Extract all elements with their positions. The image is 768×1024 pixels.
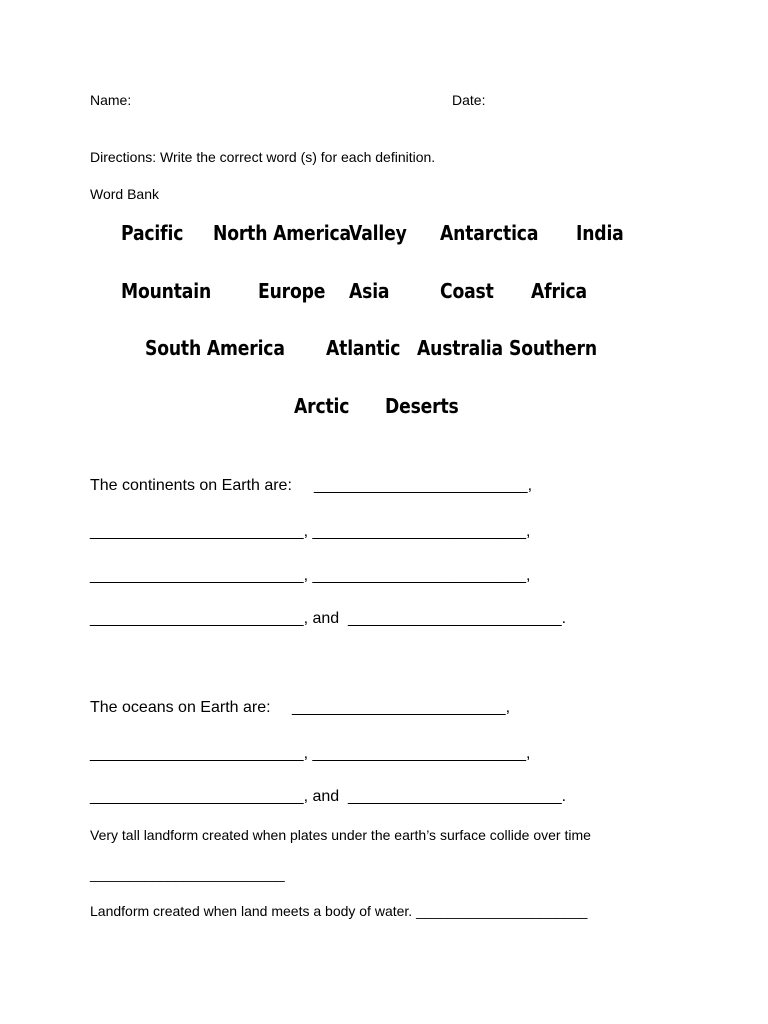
word-bank-word: Atlantic <box>326 336 401 360</box>
continents-prompt: The continents on Earth are: <box>90 477 292 494</box>
question-coast-text: Landform created when land meets a body of water. <box>90 903 417 919</box>
word-bank-word: Africa <box>531 279 587 303</box>
answer-blank[interactable]: _________________________ <box>90 866 285 882</box>
answer-blank-line[interactable]: ________________________, ________________________, <box>90 745 531 762</box>
answer-blank-line[interactable]: ________________________, ________________________, <box>90 523 531 540</box>
word-bank-word: South America <box>145 336 285 360</box>
word-bank-word: Deserts <box>385 394 459 418</box>
oceans-prompt: The oceans on Earth are: <box>90 699 271 716</box>
question-mountain: Very tall landform created when plates under the earth’s surface collide over time <box>90 827 591 843</box>
answer-blank[interactable]: ________________________, <box>314 477 533 494</box>
answer-blank-line[interactable]: ________________________, ________________________, <box>90 567 531 584</box>
name-label: Name: <box>90 92 132 108</box>
answer-blank-line[interactable]: ________________________, and ________________________. <box>90 788 567 805</box>
answer-blank[interactable]: ______________________ <box>416 903 588 919</box>
word-bank-word: North America <box>213 221 352 245</box>
word-bank-word: Valley <box>349 221 407 245</box>
word-bank-word: Asia <box>349 279 390 303</box>
word-bank-word: Europe <box>258 279 326 303</box>
word-bank-word: Southern <box>509 336 597 360</box>
question-coast <box>90 903 587 919</box>
word-bank-word: Australia <box>417 336 503 360</box>
word-bank-word: Antarctica <box>440 221 539 245</box>
word-bank-word: Pacific <box>121 221 184 245</box>
word-bank-word: Arctic <box>294 394 350 418</box>
word-bank-title: Word Bank <box>90 186 159 202</box>
word-bank-word: India <box>576 221 624 245</box>
word-bank-word: Coast <box>440 279 494 303</box>
answer-blank[interactable]: ________________________, <box>292 699 511 716</box>
directions-text: Directions: Write the correct word (s) for each definition. <box>90 149 436 165</box>
answer-blank-line[interactable]: ________________________, and ________________________. <box>90 610 567 627</box>
date-label: Date: <box>452 92 486 108</box>
word-bank-word: Mountain <box>121 279 212 303</box>
